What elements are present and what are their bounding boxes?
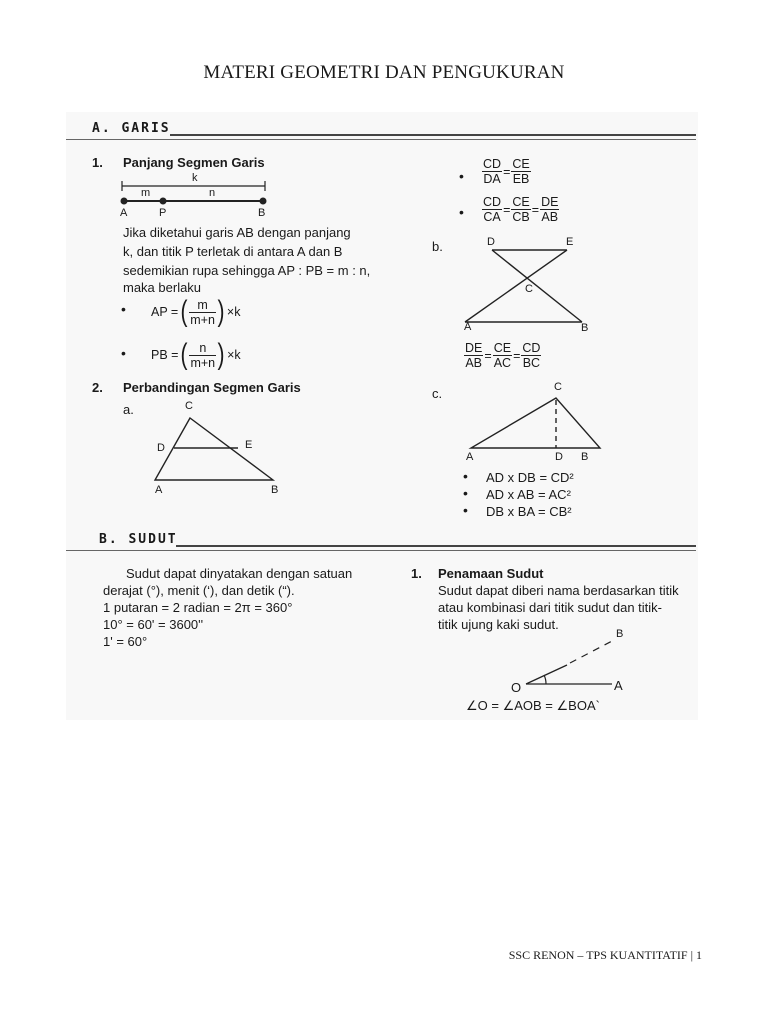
tri-b-label-d: D — [487, 236, 495, 248]
tri-c-label-a: A — [466, 451, 474, 463]
tri-a-label-e: E — [245, 439, 253, 451]
triangle-c-diagram — [468, 394, 606, 452]
tri-b-label-a: A — [464, 321, 472, 333]
angle-arc — [544, 675, 546, 684]
ratio-2: $\frac{CD}{CA}$ = $\frac{CE}{CB}$ = $\frac{DE}{AB}$ — [483, 195, 559, 224]
bullet: • — [459, 168, 464, 184]
point-a — [121, 198, 128, 205]
formula-ap-lhs: AP = — [151, 305, 179, 319]
angle-label-a: A — [614, 678, 623, 693]
bullet: • — [459, 204, 464, 220]
ratio3-d2: AC — [493, 356, 512, 370]
sudut-item1-title: Penamaan Sudut — [438, 566, 544, 581]
tri-a-label-c: C — [185, 400, 193, 412]
item2-title: Perbandingan Segmen Garis — [123, 380, 301, 395]
ratio3-n1: DE — [465, 341, 483, 355]
page-title: MATERI GEOMETRI DAN PENGUKURAN — [203, 62, 565, 83]
item1-text-line-1: Jika diketahui garis AB dengan panjang — [123, 225, 351, 240]
sudut-item1-number: 1. — [411, 566, 422, 581]
ratio-1: $\frac{CD}{DA}$ = $\frac{CE}{EB}$ — [483, 157, 530, 186]
angle-label-o: O — [511, 680, 522, 695]
ratio-3: $\frac{DE}{AB}$ = $\frac{CE}{AC}$ = $\frac{CD}{BC}$ — [465, 341, 541, 370]
ratio2-d2: CB — [512, 210, 530, 224]
label-k: k — [192, 172, 198, 184]
bullet: • — [121, 345, 126, 361]
angle-diagram — [520, 636, 620, 692]
ratio2-n1: CD — [483, 195, 502, 209]
ratio1-n2: CE — [512, 157, 530, 171]
sub-a-label: a. — [123, 402, 134, 417]
bullet: • — [463, 468, 468, 484]
triangle-abc — [155, 418, 273, 480]
label-n: n — [209, 187, 216, 199]
intro-line-5: 1' = 60° — [103, 634, 148, 649]
item1-number: 1. — [92, 155, 103, 170]
item1-text-line-4: maka berlaku — [123, 280, 202, 295]
ratio1-d2: EB — [512, 172, 530, 186]
formula-pb: PB =( $\frac{n}{m+n}$ ) ×k — [151, 338, 241, 371]
angle-label-b: B — [616, 628, 624, 640]
formula-ap-rhs: ×k — [226, 305, 241, 319]
ratio3-d3: BC — [522, 356, 541, 370]
rule-line-1: AD x DB = CD² — [486, 470, 574, 485]
intro-line-1: Sudut dapat dinyatakan dengan satuan — [126, 566, 353, 581]
bullet: • — [463, 502, 468, 518]
intro-line-4: 10° = 60' = 3600'' — [103, 617, 204, 632]
tri-c-label-b: B — [581, 451, 589, 463]
intro-line-3: 1 putaran = 2 radian = 2π = 360° — [103, 600, 293, 615]
ratio1-d1: DA — [483, 172, 501, 186]
tri-a-label-d: D — [157, 442, 165, 454]
ratio2-d3: AB — [541, 210, 559, 224]
ratio3-n2: CE — [493, 341, 512, 355]
section-b-rule — [176, 545, 696, 547]
tri-a-label-a: A — [155, 484, 163, 496]
ratio2-n3: DE — [541, 195, 559, 209]
section-a-heading: A. GARIS — [92, 121, 171, 136]
right-triangle-acb — [471, 398, 600, 448]
item1-text-line-2: k, dan titik P terletak di antara A dan B — [123, 244, 343, 259]
sudut-text-line-1: Sudut dapat diberi nama berdasarkan titik — [438, 583, 679, 598]
item1-title: Panjang Segmen Garis — [123, 155, 265, 170]
tri-a-label-b: B — [271, 484, 279, 496]
rule-line-3: DB x BA = CB² — [486, 504, 572, 519]
sudut-text-line-3: titik ujung kaki sudut. — [438, 617, 559, 632]
sub-b-label: b. — [432, 239, 443, 254]
label-a: A — [120, 207, 128, 219]
tri-b-label-b: B — [581, 322, 589, 334]
tri-c-label-c: C — [554, 381, 562, 393]
label-m: m — [141, 187, 151, 199]
formula-pb-den: m+n — [190, 355, 216, 370]
angle-caption: ∠O = ∠AOB = ∠BOA` — [466, 698, 600, 713]
point-b — [260, 198, 267, 205]
ray-ob-solid — [526, 665, 567, 684]
bullet: • — [463, 485, 468, 501]
formula-pb-rhs: ×k — [227, 348, 241, 362]
tri-b-label-e: E — [566, 236, 574, 248]
sudut-text-line-2: atau kombinasi dari titik sudut dan titik- — [438, 600, 662, 615]
sub-c-label: c. — [432, 386, 443, 401]
item1-text-line-3: sedemikian rupa sehingga AP : PB = m : n, — [123, 263, 371, 278]
ray-ob-dashed — [570, 640, 614, 663]
item2-number: 2. — [92, 380, 103, 395]
ratio3-n3: CD — [522, 341, 541, 355]
section-b-rule-lower — [66, 550, 696, 551]
ratio1-n1: CD — [483, 157, 502, 171]
label-b: B — [258, 207, 266, 219]
formula-ap-den: m+n — [190, 312, 215, 327]
point-p — [160, 198, 167, 205]
section-a-rule — [170, 134, 696, 136]
tri-c-label-d: D — [555, 451, 563, 463]
segment-db — [492, 250, 582, 322]
section-b-heading: B. SUDUT — [99, 532, 178, 547]
ratio2-d1: CA — [483, 210, 501, 224]
intro-line-2: derajat (°), menit (‘), dan detik (“). — [103, 583, 295, 598]
formula-ap: AP =( $\frac{m}{m+n}$ ) ×k — [151, 295, 241, 328]
formula-pb-num: n — [189, 341, 216, 356]
section-a-rule-lower — [66, 139, 696, 140]
rule-line-2: AD x AB = AC² — [486, 487, 571, 502]
ratio2-n2: CE — [512, 195, 530, 209]
label-p: P — [159, 207, 167, 219]
ratio3-d1: AB — [465, 356, 483, 370]
tri-b-label-c: C — [525, 283, 533, 295]
segment-ea — [465, 250, 567, 322]
bullet: • — [121, 301, 126, 317]
page-footer: SSC RENON – TPS KUANTITATIF | 1 — [508, 948, 702, 962]
formula-pb-lhs: PB = — [151, 348, 179, 362]
triangle-a-diagram — [150, 412, 280, 484]
formula-ap-num: m — [189, 298, 216, 313]
